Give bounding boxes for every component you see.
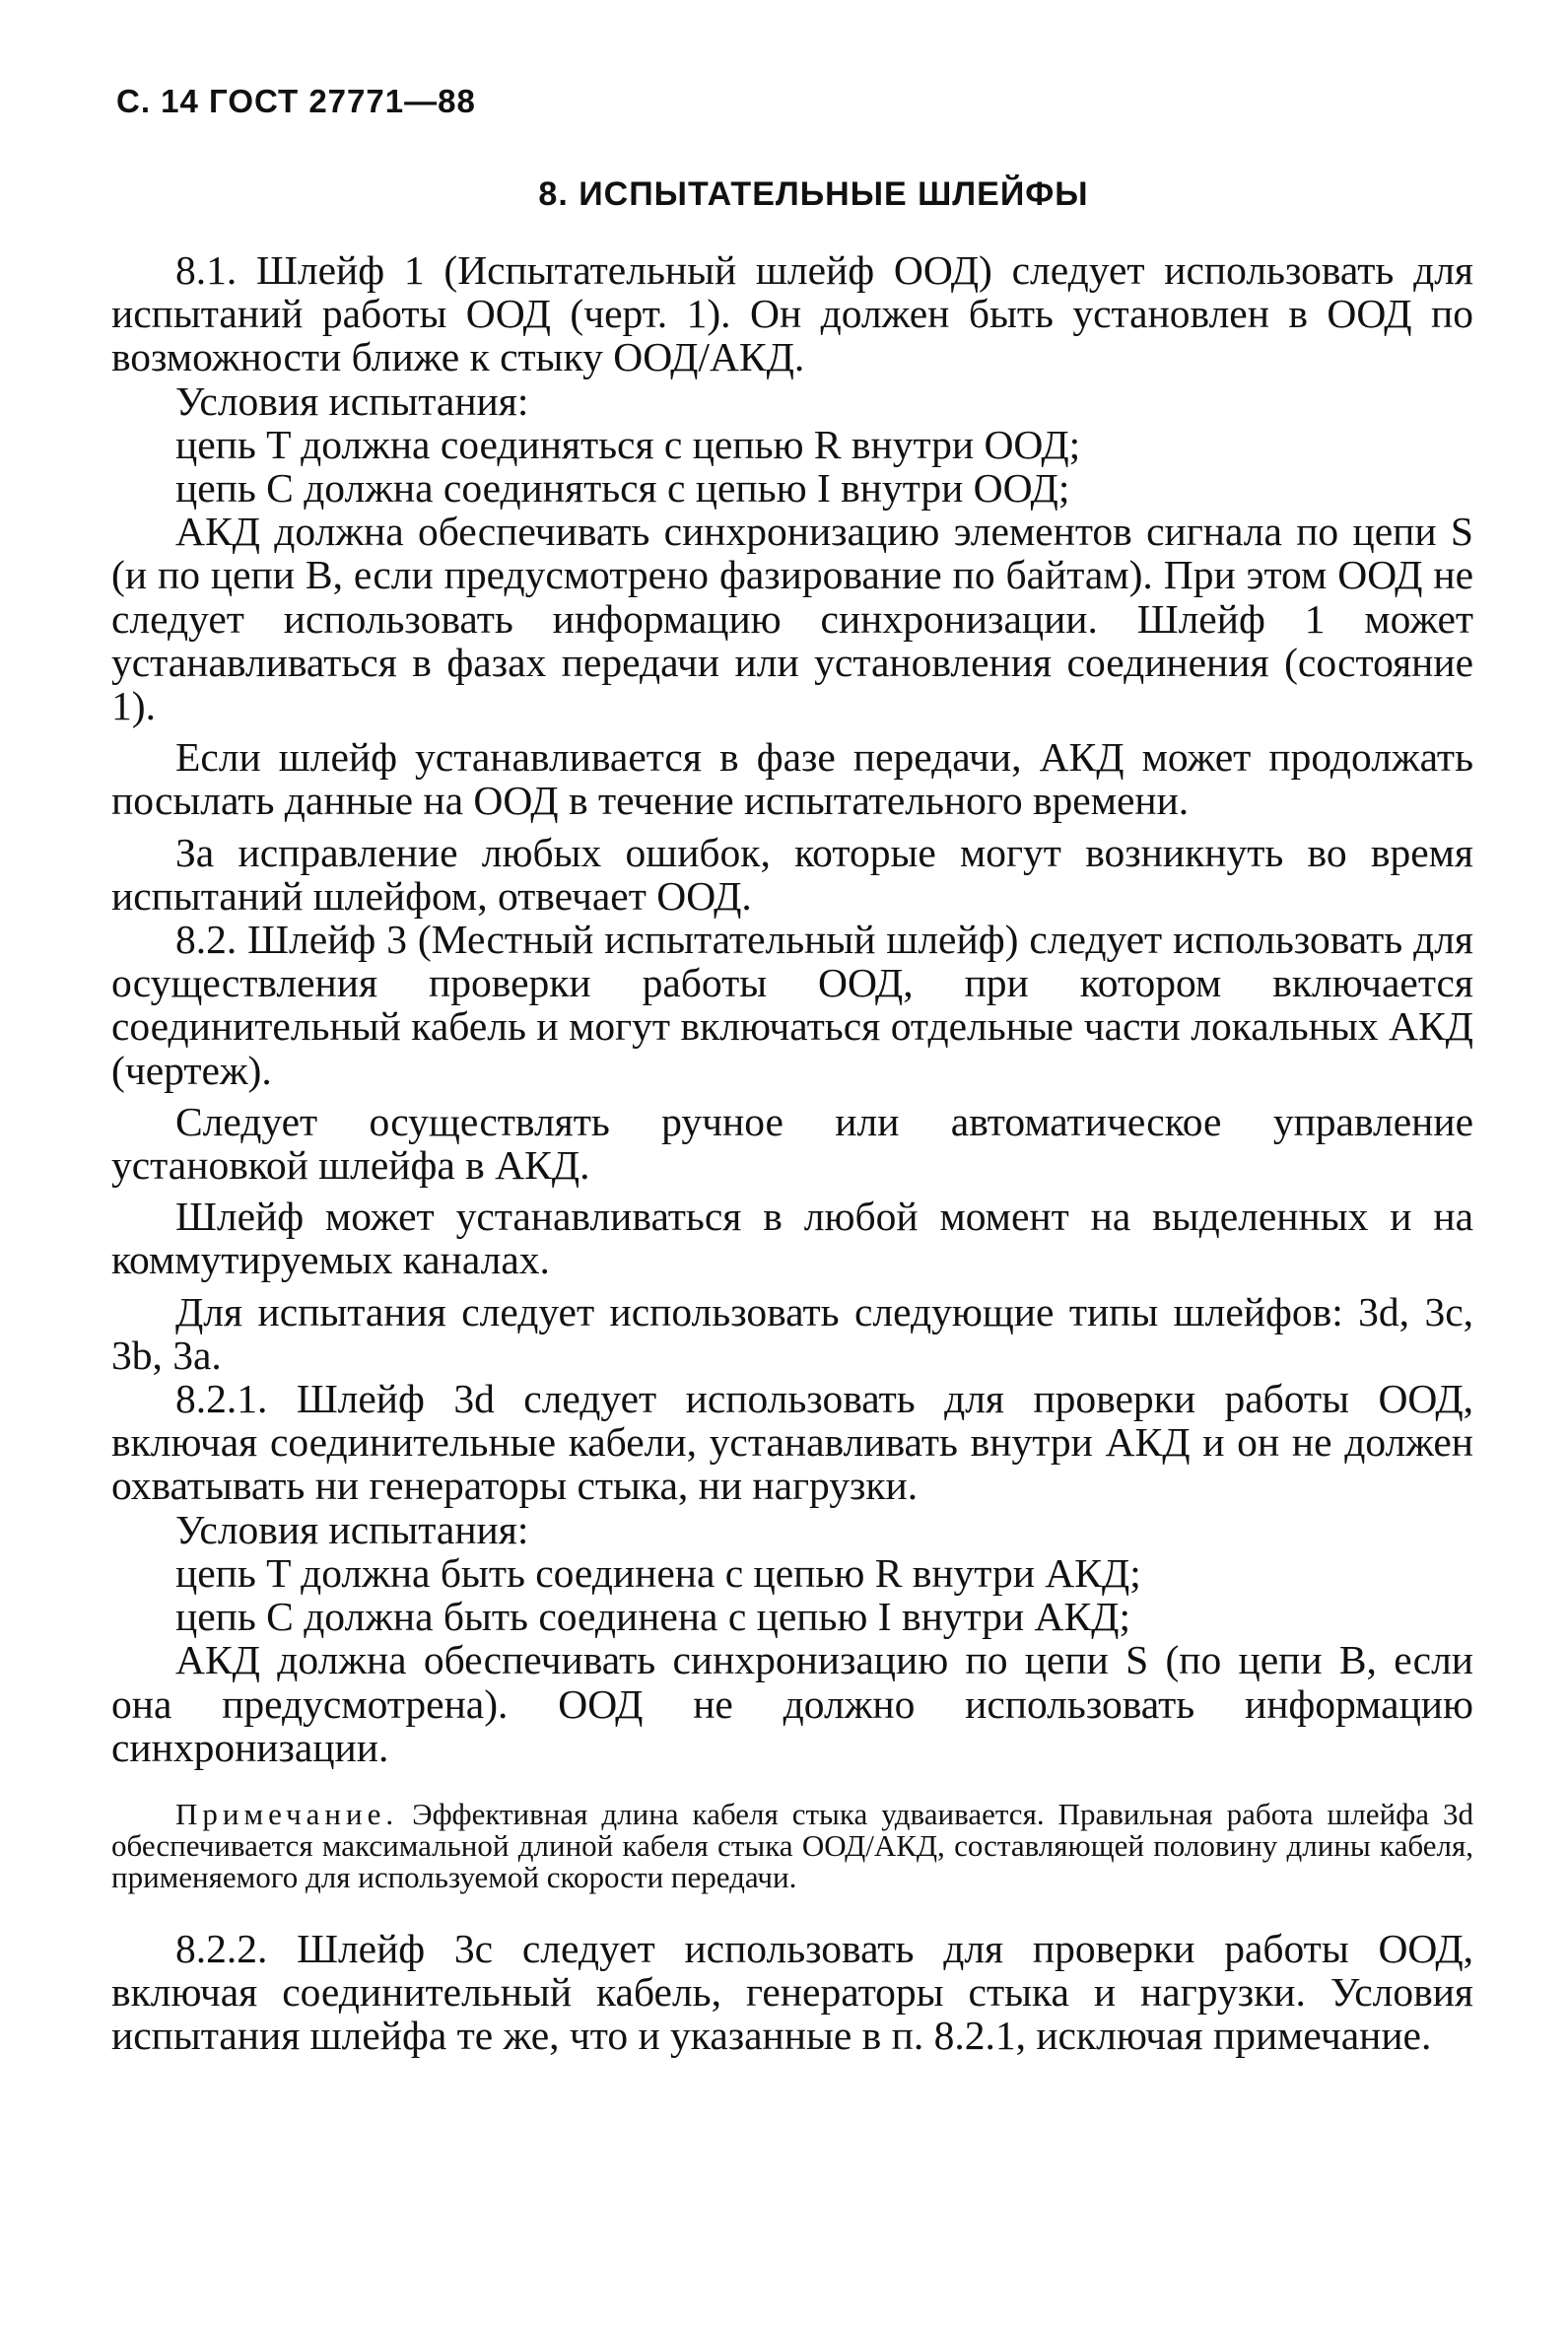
page-header: С. 14 ГОСТ 27771—88 bbox=[116, 83, 476, 119]
condition-line: цепь C должна соединяться с цепью I внутри ООД; bbox=[175, 465, 1070, 512]
note-label: Примечание. bbox=[175, 1796, 399, 1831]
paragraph-any-moment: Шлейф может устанавливаться в любой момент на выделенных и на коммутируемых каналах. bbox=[111, 1194, 1473, 1283]
condition-line: цепь T должна быть соединена с цепью R внутри АКД; bbox=[175, 1549, 1141, 1596]
test-conditions-label: Условия испытания: bbox=[175, 377, 529, 424]
paragraph-8-2-1: 8.2.1. Шлейф 3d следует использовать для проверки работы ООД, включая соединительные кабели, устанавливать внутри АКД и он не должен охватывать ни генераторы стыка, ни нагрузки. bbox=[111, 1376, 1473, 1509]
section-title: 8. ИСПЫТАТЕЛЬНЫЕ ШЛЕЙФЫ bbox=[538, 175, 1089, 213]
condition-line: цепь T должна соединяться с цепью R внутри ООД; bbox=[175, 421, 1081, 467]
paragraph-loop-types: Для испытания следует использовать следующие типы шлейфов: 3d, 3c, 3b, 3a. bbox=[111, 1288, 1473, 1378]
paragraph-8-1: 8.1. Шлейф 1 (Испытательный шлейф ООД) следует использовать для испытаний работы ООД (черт. 1). Он должен быть установлен в ООД по возможности ближе к стыку ООД/АКД. bbox=[111, 247, 1473, 380]
paragraph-manual-control: Следует осуществлять ручное или автоматическое управление установкой шлейфа в АКД. bbox=[111, 1098, 1473, 1189]
paragraph-8-2-2: 8.2.2. Шлейф 3c следует использовать для проверки работы ООД, включая соединительный кабель, генераторы стыка и нагрузки. Условия испытания шлейфа те же, что и указанные в п. 8.2.1, исключая примечание. bbox=[111, 1925, 1473, 2059]
paragraph-sync-3d: АКД должна обеспечивать синхронизацию по цепи S (по цепи B, если она предусмотрена). ООД не должно использовать информацию синхронизации. bbox=[111, 1637, 1473, 1770]
paragraph-8-2: 8.2. Шлейф 3 (Местный испытательный шлейф) следует использовать для осуществления проверки работы ООД, при котором включается соединительный кабель и могут включаться отдельные части локальных АКД (чертеж). bbox=[111, 917, 1473, 1093]
note-text: Эффективная длина кабеля стыка удваивается. Правильная работа шлейфа 3d обеспечивается максимальной длиной кабеля стыка ООД/АКД, составляющей половину длины кабеля, применяемого для используемой скорости передачи. bbox=[111, 1796, 1473, 1894]
condition-line: цепь C должна быть соединена с цепью I внутри АКД; bbox=[175, 1594, 1130, 1640]
paragraph-transfer-phase: Если шлейф устанавливается в фазе передачи, АКД может продолжать посылать данные на ООД в течение испытательного времени. bbox=[111, 734, 1473, 824]
note bbox=[111, 1796, 1473, 1894]
paragraph-synchronization: АКД должна обеспечивать синхронизацию элементов сигнала по цепи S (и по цепи B, если предусмотрено фазирование по байтам). При этом ООД не следует использовать информацию синхронизации. Шлейф 1 может устанавливаться в фазах передачи или установления соединения (состояние 1). bbox=[111, 509, 1473, 729]
test-conditions-label: Условия испытания: bbox=[175, 1506, 529, 1552]
paragraph-error-correction: За исправление любых ошибок, которые могут возникнуть во время испытаний шлейфом, отвечает ООД. bbox=[111, 829, 1473, 919]
document-body bbox=[111, 248, 1473, 2058]
